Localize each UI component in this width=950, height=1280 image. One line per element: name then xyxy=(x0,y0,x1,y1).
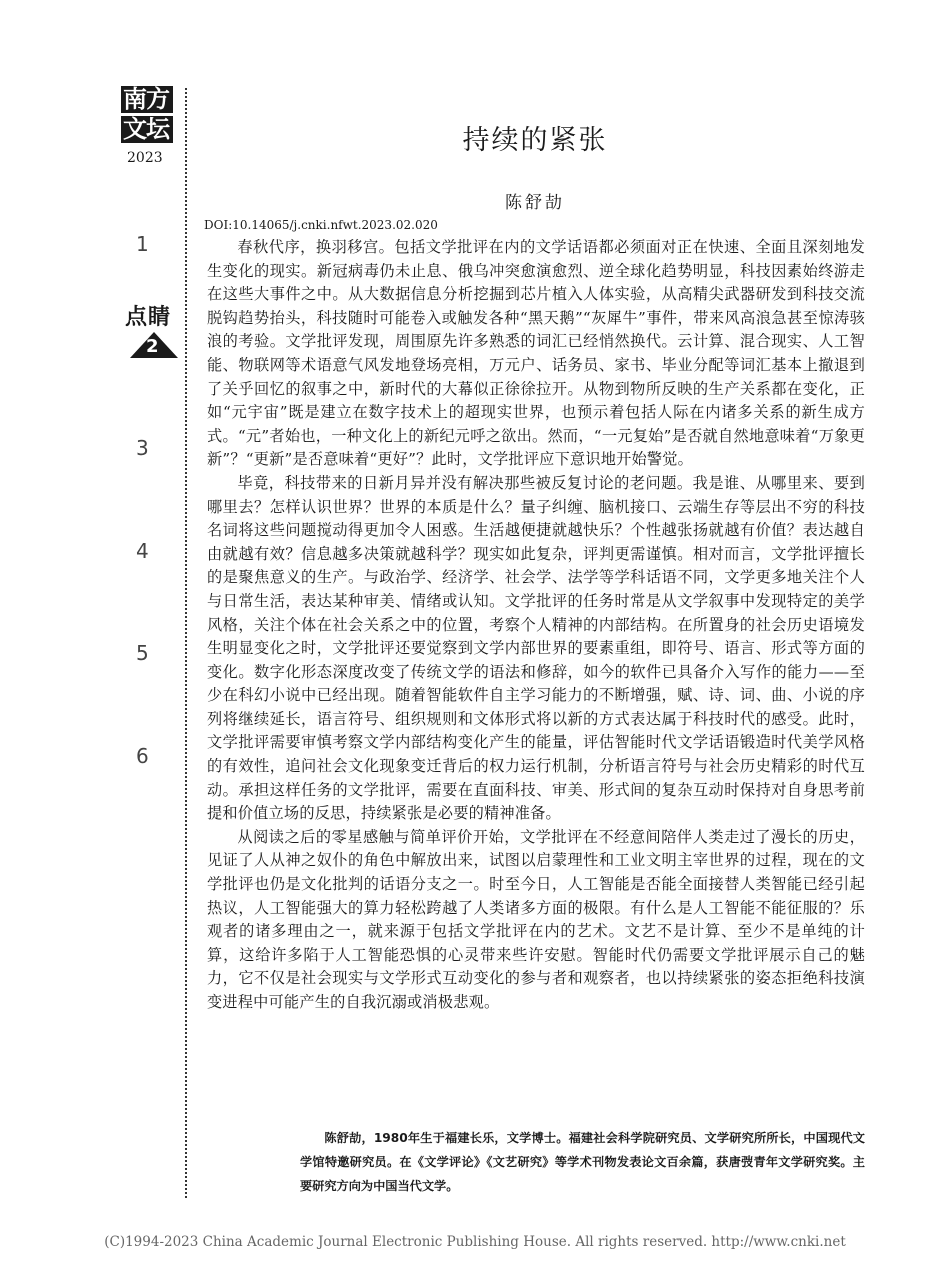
journal-year: 2023 xyxy=(127,150,163,166)
section-number-5: 5 xyxy=(136,641,149,665)
highlight-number: 2 xyxy=(146,336,159,357)
article-body xyxy=(207,236,865,1015)
copyright-footer: (C)1994-2023 China Academic Journal Electronic Publishing House. All rights reserved. http://www.cnki.net xyxy=(104,1234,846,1250)
article-doi: DOI:10.14065/j.cnki.nfwt.2023.02.020 xyxy=(204,218,438,232)
article-author: 陈舒劼 xyxy=(505,193,565,213)
section-number-1: 1 xyxy=(136,232,149,256)
article-title: 持续的紧张 xyxy=(462,125,608,156)
journal-logo xyxy=(121,86,175,144)
paragraph-1: 春秋代序，换羽移宫。包括文学批评在内的文学话语都必须面对正在快速、全面且深刻地发生变化的现实。新冠病毒仍未止息、俄乌冲突愈演愈烈、逆全球化趋势明显，科技因素始终游走在这些大事件之中。从大数据信息分析挖掘到芯片植入人体实验，从高精尖武器研发到科技交流脱钩趋势抬头，科技随时可能卷入或触发各种“黑天鹅”“灰犀牛”事件，带来风高浪急甚至惊涛骇浪的考验。文学批评发现，周围原先许多熟悉的词汇已经悄然换代。云计算、混合现实、人工智能、物联网等术语意气风发地登场亮相，万元户、话务员、家书、毕业分配等词汇基本上撤退到了关乎回忆的叙事之中，新时代的大幕似正徐徐拉开。从物到物所反映的生产关系都在变化，正如“元宇宙”既是建立在数字技术上的超现实世界，也预示着包括人际在内诸多关系的新生成方式。“元”者始也，一种文化上的新纪元呼之欲出。然而，“一元复始”是否就自然地意味着“万象更新”？“更新”是否意味着“更好”？此时，文学批评应下意识地开始警觉。 xyxy=(207,238,865,469)
author-bio: 陈舒劼，1980年生于福建长乐，文学博士。福建社会科学院研究员、文学研究所所长，中国现代文学馆特邀研究员。在《文学评论》《文艺研究》等学术刊物发表论文百余篇，获唐弢青年文学研究奖。主要研究方向为中国当代文学。 xyxy=(300,1131,865,1193)
paragraph-3: 从阅读之后的零星感触与简单评价开始，文学批评在不经意间陪伴人类走过了漫长的历史，见证了人从神之奴仆的角色中解放出来，试图以启蒙理性和工业文明主宰世界的过程，现在的文学批评也仍是文化批判的话语分支之一。时至今日，人工智能是否能全面接替人类智能已经引起热议，人工智能强大的算力轻松跨越了人类诸多方面的极限。有什么是人工智能不能征服的？乐观者的诸多理由之一，就来源于包括文学批评在内的艺术。文艺不是计算、至少不是单纯的计算，这给许多陷于人工智能恐惧的心灵带来些许安慰。智能时代仍需要文学批评展示自己的魅力，它不仅是社会现实与文学形式互动变化的参与者和观察者，也以持续紧张的姿态拒绝科技演变进程中可能产生的自我沉溺或消极悲观。 xyxy=(207,827,865,1011)
section-number-4: 4 xyxy=(136,539,149,563)
logo-line-2: 文坛 xyxy=(123,115,169,143)
section-number-3: 3 xyxy=(136,436,149,460)
sidebar xyxy=(0,0,185,1200)
dotted-divider xyxy=(185,88,187,1198)
paragraph-2: 毕竟，科技带来的日新月异并没有解决那些被反复讨论的老问题。我是谁、从哪里来、要到哪里去？怎样认识世界？世界的本质是什么？量子纠缠、脑机接口、云端生存等层出不穷的科技名词将这些问题搅动得更加令人困惑。生活越便捷就越快乐？个性越张扬就越有价值？表达越自由就越有效？信息越多决策就越科学？现实如此复杂，评判更需谨慎。相对而言，文学批评擅长的是聚焦意义的生产。与政治学、经济学、社会学、法学等学科话语不同，文学更多地关注个人与日常生活，表达某种审美、情绪或认知。文学批评的任务时常是从文学叙事中发现特定的美学风格，关注个体在社会关系之中的位置，考察个人精神的内部结构。在所置身的社会历史语境发生明显变化之时，文学批评还要觉察到文学内部世界的要素重组，即符号、语言、形式等方面的变化。数字化形态深度改变了传统文学的语法和修辞，如今的软件已具备介入写作的能力——至少在科幻小说中已经出现。随着智能软件自主学习能力的不断增强，赋、诗、词、曲、小说的序列将继续延长，语言符号、组织规则和文体形式将以新的方式表达属于科技时代的感受。此时，文学批评需要审慎考察文学内部结构变化产生的能量，评估智能时代文学话语锻造时代美学风格的有效性，追问社会文化现象变迁背后的权力运行机制，分析语言符号与社会历史精彩的时代互动。承担这样任务的文学批评，需要在直面科技、审美、形式间的复杂互动时保持对自身思考前提和价值立场的反思，持续紧张是必要的精神准备。 xyxy=(207,473,865,823)
section-highlight xyxy=(116,300,180,357)
highlight-label: 点睛 xyxy=(124,305,171,330)
logo-line-1: 南方 xyxy=(123,85,169,113)
section-number-6: 6 xyxy=(136,744,149,768)
